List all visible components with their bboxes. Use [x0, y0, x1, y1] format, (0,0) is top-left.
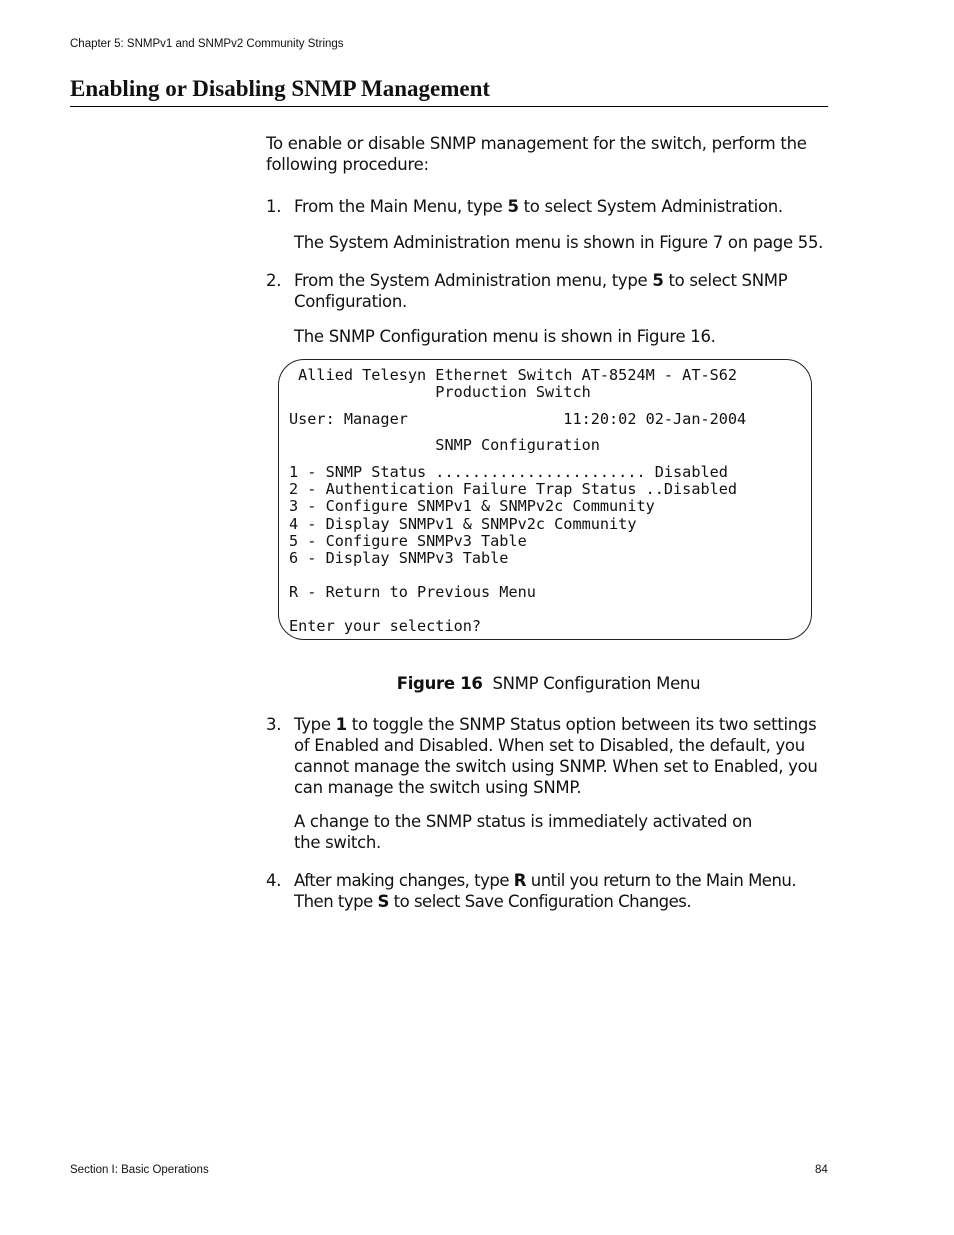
menu-item-1: 1 - SNMP Status ....................... Disabled — [289, 463, 728, 481]
key-label: 1 — [335, 715, 347, 734]
step-text: Type 1 to toggle the SNMP Status option between its two settings of Enabled and Disabled. When set to Disabled, the default, you cannot manage the switch using SNMP. When set to Enabled, you can manage the switch using SNMP. — [294, 715, 818, 797]
intro-paragraph: To enable or disable SNMP management for the switch, perform the following procedure: — [266, 134, 807, 174]
step-text: From the Main Menu, type 5 to select System Administration. — [294, 197, 783, 216]
menu-item-5: 5 - Configure SNMPv3 Table — [289, 532, 527, 550]
key-label: R — [513, 871, 526, 890]
menu-item-2: 2 - Authentication Failure Trap Status ..Disabled — [289, 480, 738, 498]
figure-caption: Figure 16 SNMP Configuration Menu — [396, 674, 701, 693]
menu-item-3: 3 - Configure SNMPv1 & SNMPv2c Community — [289, 497, 655, 515]
key-label: 5 — [652, 271, 664, 290]
menu-item-4: 4 - Display SNMPv1 & SNMPv2c Community — [289, 515, 637, 533]
step-3-note: A change to the SNMP status is immediately activated on the switch. — [294, 812, 753, 852]
terminal-prompt: Enter your selection? — [289, 617, 482, 635]
step-4 — [266, 870, 831, 912]
menu-item-return: R - Return to Previous Menu — [289, 583, 536, 601]
footer-section: Section I: Basic Operations — [70, 1164, 209, 1176]
step-number: 1. — [266, 197, 282, 216]
step-3 — [266, 714, 831, 798]
terminal-menu-title: SNMP Configuration — [289, 436, 600, 454]
step-1 — [266, 196, 831, 217]
terminal-subtitle-line: Production Switch — [289, 383, 591, 401]
page-number: 84 — [815, 1164, 828, 1176]
step-number: 2. — [266, 271, 282, 290]
step-2 — [266, 270, 831, 312]
step-1-note: The System Administration menu is shown in Figure 7 on page 55. — [294, 233, 824, 252]
terminal-user-line: User: Manager 11:20:02 02-Jan-2004 — [289, 410, 747, 428]
step-number: 4. — [266, 871, 282, 890]
terminal-title-line: Allied Telesyn Ethernet Switch AT-8524M - AT-S62 — [289, 366, 738, 384]
figure-label: Figure 16 — [396, 674, 483, 693]
section-title: Enabling or Disabling SNMP Management — [70, 76, 828, 107]
step-number: 3. — [266, 715, 282, 734]
menu-item-6: 6 - Display SNMPv3 Table — [289, 549, 509, 567]
running-header: Chapter 5: SNMPv1 and SNMPv2 Community Strings — [70, 38, 344, 50]
key-label: S — [377, 892, 389, 911]
step-text: After making changes, type R until you return to the Main Menu. Then type S to select Save Configuration Changes. — [294, 871, 797, 911]
step-text: From the System Administration menu, type 5 to select SNMP Configuration. — [294, 271, 788, 311]
key-label: 5 — [507, 197, 519, 216]
step-2-note: The SNMP Configuration menu is shown in Figure 16. — [294, 327, 716, 346]
